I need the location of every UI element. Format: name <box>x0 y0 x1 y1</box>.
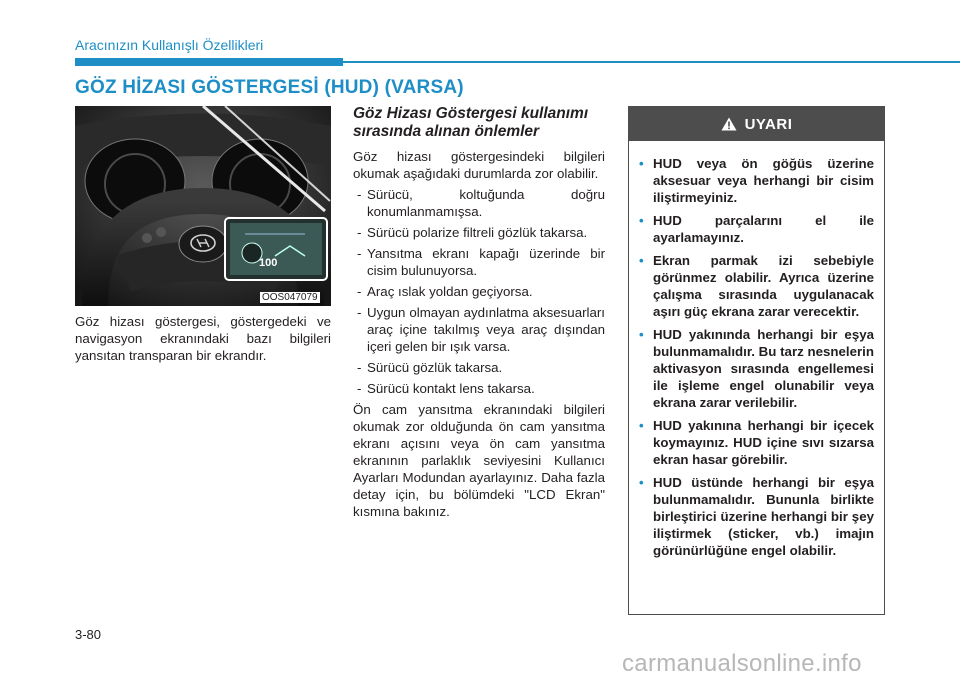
precautions-outro: Ön cam yansıtma ekranındaki bilgileri okumak zor olduğunda ön cam yansıtma ekranı açısını veya ön cam yansıtma ekranının parlaklık seviyesini Kullanıcı Ayarları Modundan ayarlayınız. Daha fazla detay için, bu bölümdeki "LCD Ekran" kısmına bakınız. <box>353 402 605 519</box>
warning-item-text: HUD veya ön göğüs üzerine aksesuar veya herhangi bir cisim iliştirmeyiniz. <box>653 156 874 205</box>
list-item <box>639 417 874 468</box>
hud-speed: 100 <box>259 257 278 269</box>
image-code: OOS047079 <box>262 292 318 303</box>
section-title: Aracınızın Kullanışlı Özellikleri <box>75 37 264 53</box>
list-item <box>639 212 874 246</box>
warning-item-text: HUD üstünde herhangi bir eşya bulunmamalıdır. Bununla birlikte birleştirici üzerine herhangi bir şey iliştirmek (sticker, vb.) imajın görünürlüğüne engel olabilir. <box>653 475 874 558</box>
dashboard-illustration <box>75 106 331 306</box>
warning-item-text: Ekran parmak izi sebebiyle görünmez olabilir. Ayrıca üzerine çalışma sırasında uygulanacak aşırı güç ekrana zarar verecektir. <box>653 253 874 319</box>
bullet-icon: • <box>639 418 644 433</box>
page-title: GÖZ HİZASI GÖSTERGESİ (HUD) (VARSA) <box>75 77 464 98</box>
warning-item-text: HUD parçalarını el ile ayarlamayınız. <box>653 213 874 245</box>
list-item: - Sürücü gözlük takarsa. <box>353 359 605 376</box>
bullet-icon: • <box>639 213 644 228</box>
warning-list <box>629 141 884 559</box>
list-item: - Yansıtma ekranı kapağı üzerinde bir cisim bulunuyorsa. <box>353 245 605 279</box>
list-item: - Sürücü kontakt lens takarsa. <box>353 380 605 397</box>
header-rule <box>343 61 960 63</box>
list-item: - Sürücü, koltuğunda doğru konumlanmamışsa. <box>353 186 605 220</box>
warning-header <box>629 107 884 141</box>
header-accent-bar <box>75 58 343 66</box>
warning-box <box>628 106 885 615</box>
bullet-icon: • <box>639 475 644 490</box>
bullet-icon: • <box>639 156 644 171</box>
list-item: - Araç ıslak yoldan geçiyorsa. <box>353 283 605 300</box>
page-number: 3-80 <box>75 627 102 642</box>
list-item: - Sürücü polarize filtreli gözlük takarsa. <box>353 224 605 241</box>
list-item: - Uygun olmayan aydınlatma aksesuarları araç içine takılmış veya araç dışından içeri gelen bir ışık varsa. <box>353 304 605 355</box>
hud-inset <box>225 218 327 280</box>
hud-illustration <box>75 106 331 306</box>
warning-item-text: HUD yakınında herhangi bir eşya bulunmamalıdır. Bu tarz nesnelerin aktivasyon sırasında engellemesi ile işleme engel olunabilir veya ekrana zarar verilebilir. <box>653 327 874 410</box>
bullet-icon: • <box>639 327 644 342</box>
list-item <box>639 326 874 411</box>
list-item <box>639 155 874 206</box>
warning-title: UYARI <box>744 115 793 133</box>
hud-description: Göz hizası göstergesi, göstergedeki ve navigasyon ekranındaki bazı bilgileri yansıtan transparan bir ekrandır. <box>75 314 331 363</box>
bullet-icon: • <box>639 253 644 268</box>
precautions-section <box>353 105 605 524</box>
list-item <box>639 474 874 559</box>
precautions-intro: Göz hizası göstergesindeki bilgileri okumak aşağıdaki durumlarda zor olabilir. <box>353 149 605 181</box>
warning-triangle-icon <box>721 117 737 131</box>
list-item <box>639 252 874 320</box>
warning-item-text: HUD yakınına herhangi bir içecek koymayınız. HUD içine sıvı sızarsa ekran hasar görebilir. <box>653 418 874 467</box>
precautions-title: Göz Hizası Göstergesi kullanımı sırasında alınan önlemler <box>353 105 589 140</box>
watermark: carmanualsonline.info <box>622 650 862 677</box>
precautions-list <box>353 186 605 397</box>
